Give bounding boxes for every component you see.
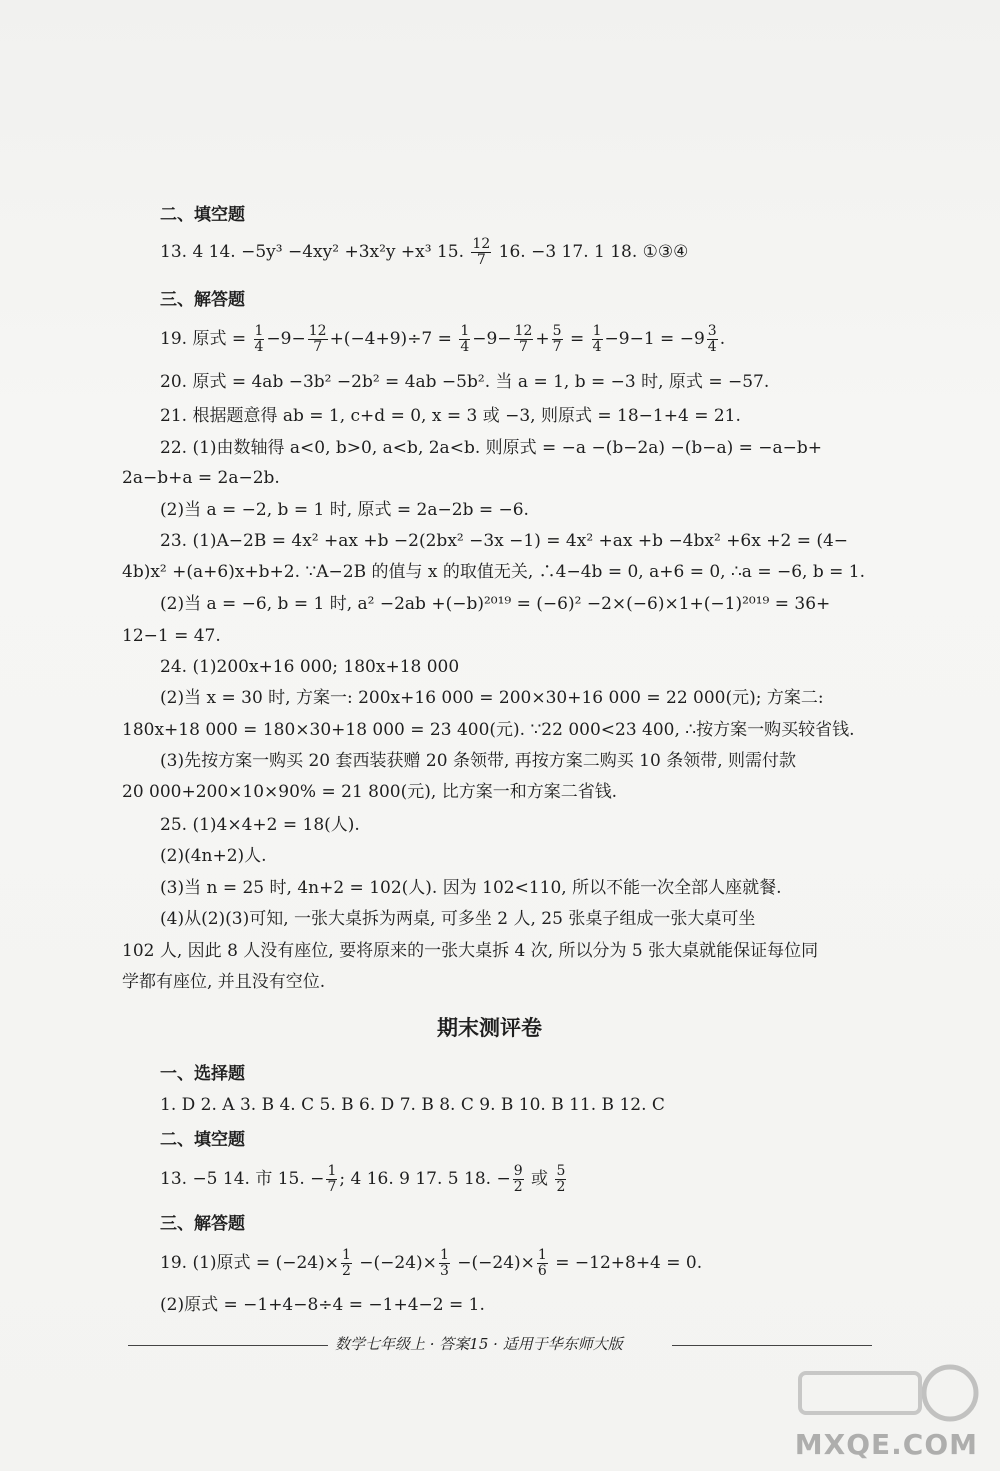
q25-line-5: 102 人, 因此 8 人没有座位, 要将原来的一张大桌拆 4 次, 所以分为 5 张大桌就能保证每位同 xyxy=(122,941,819,961)
section-heading-final-fill: 二、填空题 xyxy=(160,1130,245,1150)
section-heading-final-answers: 三、解答题 xyxy=(160,1214,245,1234)
fill-answers-line xyxy=(160,237,688,268)
section-heading-fill: 二、填空题 xyxy=(160,205,245,225)
q24-line-2: (2)当 x = 30 时, 方案一: 200x+16 000 = 200×30+16 000 = 22 000(元); 方案二: xyxy=(160,688,824,708)
q23-line-2: 4b)x² +(a+6)x+b+2. ∵A−2B 的值与 x 的取值无关, ∴4−4b = 0, a+6 = 0, ∴a = −6, b = 1. xyxy=(122,562,866,582)
q20-line: 20. 原式 = 4ab −3b² −2b² = 4ab −5b². 当 a = 1, b = −3 时, 原式 = −57. xyxy=(160,372,770,392)
q21-line: 21. 根据题意得 ab = 1, c+d = 0, x = 3 或 −3, 则原式 = 18−1+4 = 21. xyxy=(160,406,741,426)
q23-line-4: 12−1 = 47. xyxy=(122,626,221,646)
q22-line-1: 22. (1)由数轴得 a<0, b>0, a<b, 2a<b. 则原式 = −a −(b−2a) −(b−a) = −a−b+ xyxy=(160,438,823,458)
footer-text: 数学七年级上 · 答案15 · 适用于华东师大版 xyxy=(335,1335,623,1353)
q23-line-3: (2)当 a = −6, b = 1 时, a² −2ab +(−b)²⁰¹⁹ = (−6)² −2×(−6)×1+(−1)²⁰¹⁹ = 36+ xyxy=(160,594,831,614)
q19-line: 19. 原式 = $\frac{1}{4}$ −9− $\frac{12}{7}$ +(−4+9)÷7 = $\frac{1}{4}$ −9− $\frac{12}{7}$ + $\frac{5}{7}$ = $\frac{1}{4}$ −9−1 = −9 $\frac{3}{4}$ . xyxy=(160,323,726,355)
q22-line-3: (2)当 a = −2, b = 1 时, 原式 = 2a−2b = −6. xyxy=(160,500,529,520)
q22-line-2: 2a−b+a = 2a−2b. xyxy=(122,468,280,488)
q25-line-1: 25. (1)4×4+2 = 18(人). xyxy=(160,815,360,835)
final-fill-line: 13. −5 14. 市 15. − $\frac{1}{7}$ ; 4 16. 9 17. 5 18. − $\frac{9}{2}$ 或 $\frac{5}{2}$ xyxy=(160,1163,566,1195)
footer-rule-right xyxy=(672,1345,872,1346)
q24-line-5: 20 000+200×10×90% = 21 800(元), 比方案一和方案二省钱. xyxy=(122,782,618,802)
watermark-text: MXQE.COM xyxy=(794,1428,978,1461)
final-q19-line-1: 19. (1)原式 = (−24)× $\frac{1}{2}$ −(−24)× $\frac{1}{3}$ −(−24)× $\frac{1}{6}$ = −12+8+4 = 0. xyxy=(160,1247,703,1279)
fraction: $\frac{12}{7}$ xyxy=(472,236,491,268)
q24-line-3: 180x+18 000 = 180×30+18 000 = 23 400(元). ∵22 000<23 400, ∴按方案一购买较省钱. xyxy=(122,720,855,740)
fill-answers-text: 13. 4 14. −5y³ −4xy² +3x²y +x³ 15. xyxy=(160,242,470,262)
q25-line-2: (2)(4n+2)人. xyxy=(160,846,267,866)
q23-line-1: 23. (1)A−2B = 4x² +ax +b −2(2bx² −3x −1) = 4x² +ax +b −4bx² +6x +2 = (4− xyxy=(160,531,849,551)
page-title: 期末测评卷 xyxy=(437,1016,542,1040)
final-q19-line-2: (2)原式 = −1+4−8÷4 = −1+4−2 = 1. xyxy=(160,1295,485,1315)
q25-line-3: (3)当 n = 25 时, 4n+2 = 102(人). 因为 102<110, 所以不能一次全部人座就餐. xyxy=(160,878,782,898)
q24-line-1: 24. (1)200x+16 000; 180x+18 000 xyxy=(160,657,460,677)
q25-line-6: 学都有座位, 并且没有空位. xyxy=(122,972,326,992)
section-heading-choice: 一、选择题 xyxy=(160,1064,245,1084)
fill-answers-text-end: 16. −3 17. 1 18. ①③④ xyxy=(493,242,689,262)
footer-rule-left xyxy=(128,1345,328,1346)
q25-line-4: (4)从(2)(3)可知, 一张大桌拆为两桌, 可多坐 2 人, 25 张桌子组成一张大桌可坐 xyxy=(160,909,756,929)
choice-answers-line: 1. D 2. A 3. B 4. C 5. B 6. D 7. B 8. C 9. B 10. B 11. B 12. C xyxy=(160,1095,665,1115)
q24-line-4: (3)先按方案一购买 20 套西装获赠 20 条领带, 再按方案二购买 10 条领带, 则需付款 xyxy=(160,751,797,771)
section-heading-answers: 三、解答题 xyxy=(160,290,245,310)
